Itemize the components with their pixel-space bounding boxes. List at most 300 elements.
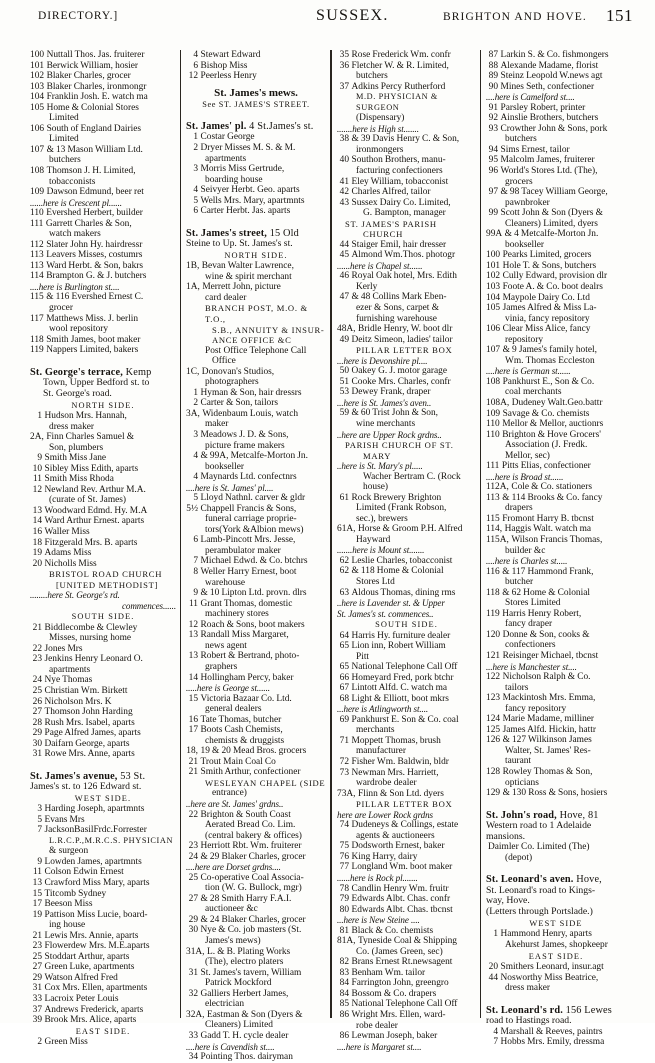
entry-number: 76 [339, 851, 349, 862]
entry-number: 6 [193, 535, 198, 546]
cross-street-note: .....here is George st...... [186, 683, 270, 694]
street-side-heading: SOUTH SIDE. [375, 620, 438, 630]
entry-number: 14 [188, 672, 198, 683]
entry-text: Longland Wm. boot maker [351, 862, 453, 873]
street-name: St. John's road, [486, 809, 557, 821]
entry-number: 65 [339, 662, 349, 673]
entry-number: 39 [32, 1015, 42, 1026]
entry-number: 101 [486, 260, 501, 271]
entry-continuation: Aerated Bread Co. Lim. [205, 820, 296, 831]
directory-entry [486, 377, 626, 388]
cross-street-note: ......here is Chapel st...... [337, 260, 423, 271]
entry-number: 73A, [337, 788, 356, 799]
entry-continuation: photographers [205, 377, 259, 388]
entry-text: Alexande Madame, florist [500, 60, 599, 71]
directory-entry [30, 686, 176, 697]
entry-continuation: fancy draper [505, 619, 553, 630]
directory-entry [186, 715, 326, 726]
directory-entry [486, 482, 626, 493]
directory-entry [337, 926, 476, 937]
entry-number: 78 [339, 883, 349, 894]
entry-continuation: builder &c [505, 545, 546, 556]
directory-entry [30, 314, 176, 325]
entry-number: 120 [486, 629, 501, 640]
entry-text: Marie Madame, milliner [502, 714, 595, 725]
directory-entry [30, 506, 176, 517]
entry-text: & 4 Metcalfe-Morton Jn. [504, 229, 599, 240]
entry-text: Royal Oak hotel, Mrs. Edith [351, 271, 457, 282]
entry-continuation: ironmongers [356, 144, 404, 155]
entry-text: Nappers Limited, bakers [46, 345, 139, 356]
entry-continuation: tailors [505, 682, 529, 693]
entry-text: Scott John & Son (Dyers & [500, 208, 603, 219]
directory-entry [337, 852, 476, 863]
street-side-heading: WEST SIDE. [74, 793, 132, 803]
entry-number: 113 [486, 492, 500, 503]
entry-text: Jones Mrs [44, 643, 83, 654]
entry-number: 19 [32, 548, 42, 559]
entry-text: Evershed Herbert, builder [46, 208, 143, 219]
entry-number: 5½ [186, 503, 198, 514]
entry-text: Fitzgerald Mrs. B. aparts [44, 537, 138, 548]
entry-text: & 24 Blaker Charles, grocer [200, 914, 306, 925]
entry-text: Southon Brothers, manu- [351, 155, 446, 166]
directory-entry [30, 728, 176, 739]
entry-text: Waller Miss [44, 526, 90, 537]
entry-number: 37 [339, 81, 349, 92]
entry-continuation: house) [363, 482, 388, 493]
entry-text: Newman Mrs. Harriett, [351, 767, 439, 778]
entry-continuation: (The), electro platers [205, 957, 284, 968]
entry-continuation: bookseller [505, 239, 545, 250]
directory-entry [30, 952, 176, 963]
directory-entry [337, 884, 476, 895]
entry-continuation: pawnbroker [505, 197, 550, 208]
entry-number: 90 [488, 81, 498, 92]
entry-text: Nicholls Miss [44, 558, 97, 569]
running-head-county: SUSSEX. [316, 7, 389, 24]
directory-entry [337, 50, 476, 61]
cross-street-note: .......here is Mount st....... [337, 545, 425, 556]
directory-entry [486, 398, 626, 409]
street-range: Kemp [122, 366, 152, 378]
entry-text: Merrett John, picture [202, 282, 281, 293]
page-number: 151 [606, 6, 633, 25]
entry-text: Stoddart Arthur, aparts [44, 951, 130, 962]
entry-text: & 116 Evershed Ernest C. [46, 292, 144, 303]
entry-continuation: Office [212, 356, 236, 367]
directory-entry [30, 453, 176, 464]
entry-continuation: grocer [49, 303, 73, 314]
directory-entry [30, 71, 176, 82]
entry-number: 72 [339, 757, 349, 768]
entry-text: Widenbaum Louis, watch [202, 408, 299, 419]
entry-continuation: card dealer [205, 292, 247, 303]
entry-text: Titcomb Sydney [44, 888, 107, 899]
entry-number: 51 [339, 376, 349, 387]
directory-entry [337, 134, 476, 145]
entry-text: Cooke Mrs. Charles, confr [351, 376, 451, 387]
entry-number: 40 [339, 155, 349, 166]
entry-continuation: Pitt [356, 651, 370, 662]
directory-entry [186, 472, 326, 483]
street-range: 156 Lewes [562, 1004, 612, 1016]
entry-text: Colson Edwin Ernest [44, 867, 124, 878]
entry-text: Rowe Mrs. Anne, aparts [44, 749, 135, 760]
entry-number: 8 [193, 567, 198, 578]
entry-continuation: confectioners [505, 640, 556, 651]
directory-entry [30, 485, 176, 496]
entry-text: Meadows J. D. & Sons, [200, 429, 289, 440]
directory-entry [337, 240, 476, 251]
street-side-heading: EAST SIDE. [528, 951, 584, 961]
entry-number: 3 [37, 804, 42, 815]
entry-text: Christian Wm. Birkett [44, 685, 128, 696]
directory-entry [186, 651, 326, 662]
entry-number: 5 [193, 493, 198, 504]
directory-entry [337, 968, 476, 979]
street-name: St. James's avenue, [30, 770, 118, 782]
entry-continuation: furnishing warehouse [356, 313, 437, 324]
institution-name: ST. JAMES'S PARISH [345, 218, 437, 229]
entry-text: Garrett Charles & Son, [45, 218, 132, 229]
directory-entry [186, 132, 326, 143]
entry-number: 7 [193, 556, 198, 567]
directory-entry [30, 857, 176, 868]
entry-number: 61A, [337, 524, 356, 535]
entry-number: 31 [32, 749, 42, 760]
entry-text: James Alfred & Miss La- [502, 303, 597, 314]
entry-text: & 114 Brooks & Co. fancy [502, 492, 603, 503]
institution-name-continuation: ANCE OFFICE &C [212, 335, 292, 346]
directory-entry [486, 261, 626, 272]
entry-text: Ainslie Brothers, butchers [500, 113, 599, 124]
institution-name: PARISH CHURCH OF ST. [345, 440, 454, 450]
entry-number: 81A, [337, 936, 356, 947]
directory-entry [186, 388, 326, 399]
entry-text: Flowerdew Mrs. M.E.aparts [44, 941, 150, 952]
entry-text: Rowley Thomas & Son, [502, 766, 593, 777]
directory-entry [186, 61, 326, 72]
directory-entry [337, 894, 476, 905]
entry-text: Smith James, boot maker [46, 334, 141, 345]
entry-text: Michael Edwd. & Co. btchrs [200, 556, 308, 567]
directory-entry [486, 514, 626, 525]
entry-number: 95 [488, 155, 498, 166]
street-heading-continuation: James's st. to 126 Edward st. [30, 780, 142, 792]
entry-number: 65 [339, 641, 349, 652]
col-4 [480, 50, 630, 1048]
cross-street-note: ..here are Upper Rock grdns.. [337, 429, 442, 440]
entry-text: Andrews Frederick, aparts [44, 1004, 144, 1015]
entry-number: 59 [339, 408, 349, 419]
entry-text: St. James's tavern, William [200, 967, 302, 978]
entry-number: 122 [486, 672, 501, 683]
entry-text: Slater John Hy. hairdressr [46, 239, 143, 250]
directory-entry [486, 430, 626, 441]
entry-number: 30 [188, 925, 198, 936]
section-gap [186, 217, 326, 222]
directory-entry [30, 815, 176, 826]
entry-text: Horse & Groom P.H. Alfred [358, 524, 463, 535]
street-heading-continuation: mansions. [486, 830, 526, 842]
entry-number: 23 [32, 941, 42, 952]
entry-text: Marshall & Reeves, paintrs [500, 1026, 603, 1037]
entry-number: 7 [493, 1037, 498, 1048]
entry-number: 108 [486, 376, 501, 387]
entry-text: Reisinger Michael, tbcnst [502, 650, 599, 661]
entry-continuation: auctioneer &c [205, 904, 258, 915]
directory-entry [30, 623, 176, 634]
directory-entry [486, 535, 626, 546]
entry-text: Tate Thomas, butcher [200, 714, 282, 725]
entry-text: Sims Ernest, tailor [500, 144, 570, 155]
entry-continuation: chemists & druggists [205, 735, 285, 746]
directory-entry [30, 675, 176, 686]
entry-text: Oakey G. J. motor garage [351, 366, 448, 377]
cross-street-note: ...here is Atlingworth st.... [337, 704, 429, 715]
directory-entry [186, 50, 326, 61]
entry-continuation: Co. (James Green, sec) [356, 946, 443, 957]
entry-number: 107 [30, 144, 45, 155]
entry-number: 79 [339, 894, 349, 905]
entry-number: 100 [486, 250, 501, 261]
entry-number: 3A, [186, 408, 200, 419]
street-heading-continuation: Town, Upper Bedford st. to [43, 376, 150, 388]
entry-number: 25 [188, 872, 198, 883]
directory-entry [30, 1005, 176, 1016]
entry-text: Roach & Sons, boot makers [200, 619, 305, 630]
directory-entry: Daimler Co. Limited (The) [488, 842, 590, 853]
entry-number: 37 [32, 1004, 42, 1015]
entry-text: Lowden James, apartmnts [44, 856, 142, 867]
entry-number: 115 [486, 513, 500, 524]
entry-number: 113 [30, 260, 44, 271]
entry-number: 31 [188, 967, 198, 978]
entry-text: & 29 Blaker Charles, grocer [200, 851, 306, 862]
entry-number: 87 [488, 50, 498, 60]
entry-text: James Alfd. Hickin, hattr [502, 724, 596, 735]
entry-continuation: Post Office Telephone Call [205, 345, 307, 356]
entry-continuation-caps: M.D. PHYSICIAN & SURGEON [356, 92, 438, 112]
entry-number: 108 [30, 166, 45, 177]
directory-entry [186, 599, 326, 610]
entry-text: Mackintosh Mrs. Emma, [502, 693, 596, 704]
entry-continuation: butchers [356, 71, 388, 82]
entry-text: Green Luke, apartments [44, 962, 135, 973]
directory-entry [30, 931, 176, 942]
entry-continuation: Misses, nursing home [49, 633, 132, 644]
entry-number: 50 [339, 366, 349, 377]
street-side-heading: SOUTH SIDE. [71, 612, 135, 622]
entry-text: Sibley Miss Edith, aparts [44, 463, 139, 474]
entry-text: Smith Miss Jane [44, 453, 107, 464]
entry-number: 27 [188, 893, 198, 904]
entry-number: 13 [32, 878, 42, 889]
entry-number: 103 [30, 81, 45, 92]
directory-entry [30, 983, 176, 994]
entry-text: Mines Seth, confectioner [500, 81, 595, 92]
entry-number: 115A, [486, 535, 509, 546]
directory-entry [337, 588, 476, 599]
directory-entry [30, 250, 176, 261]
directory-entry [30, 739, 176, 750]
cross-street-note: ....here is Broad st...... [486, 471, 564, 482]
street-heading-continuation: way, Hove. [486, 895, 530, 907]
entry-text: Rock Brewery Brighton [351, 492, 442, 503]
entry-text: Smith Arthur, confectioner [200, 767, 301, 778]
entry-continuation: fancy repository [505, 703, 567, 714]
entry-number: 6 [193, 60, 198, 71]
entry-number: 82 [339, 957, 349, 968]
entry-number: 62 [339, 555, 349, 566]
entry-number: 44 [339, 239, 349, 250]
directory-entry [30, 187, 176, 198]
cross-street-note: ....here is St. James' pl.... [186, 482, 274, 493]
entry-number: 4 [193, 472, 198, 483]
directory-entry [30, 82, 176, 93]
directory-entry [186, 567, 326, 578]
directory-entry [186, 841, 326, 852]
entry-number: 27 [32, 707, 42, 718]
entry-continuation: Wacher Bertram C. (Rock [363, 471, 461, 482]
entry-number: 43 [339, 197, 349, 208]
entry-number: 13 [32, 505, 42, 516]
entry-continuation: grocers [505, 176, 533, 187]
directory-entry [186, 71, 326, 82]
col-2 [180, 50, 330, 1062]
directory-entry [30, 973, 176, 984]
institution-name-continuation: [UNITED METHODIST] [56, 579, 159, 590]
entry-continuation: news agent [205, 640, 247, 651]
entry-number: 53 [339, 387, 349, 398]
entry-number: 9 [193, 588, 198, 599]
entry-text: Edwards Albt. Chas. tbcnst [351, 904, 453, 915]
entry-number: 42 [339, 187, 349, 198]
directory-entry [486, 82, 626, 93]
entry-number: 66 [339, 672, 349, 683]
entry-text: Thomson J. H. Limited, [46, 166, 136, 177]
directory-entry [30, 1015, 176, 1026]
entry-text: Malcolm James, fruiterer [500, 155, 595, 166]
entry-text: Nicholson Mrs. K [44, 696, 112, 707]
directory-entry [337, 366, 476, 377]
entry-number: 22 [188, 809, 198, 820]
entry-continuation: (central bakery & offices) [205, 830, 302, 841]
street-side-heading: NORTH SIDE. [224, 250, 288, 260]
entry-number: 24 [32, 675, 42, 686]
directory-entry [30, 654, 176, 665]
col-1 [30, 50, 180, 1048]
entry-number: 15 [188, 693, 198, 704]
entry-number: 35 [339, 50, 349, 60]
entry-text: Finn Charles Samuel & [46, 432, 134, 443]
directory-entry [337, 324, 476, 335]
entry-number: 114 [30, 271, 44, 282]
entry-continuation: tobacconists [49, 176, 96, 187]
institution-name: BRANCH POST, M.O. & T.O., [205, 303, 308, 324]
directory-entry [486, 166, 626, 177]
entry-number: 83 [339, 967, 349, 978]
entry-text: King Harry, dairy [351, 851, 418, 862]
entry-number: 96 [488, 165, 498, 176]
directory-entry [30, 92, 176, 103]
entry-text: Pointing Thos. dairyman [200, 1052, 293, 1062]
directory-entry [30, 271, 176, 282]
street-name: St. Leonard's rd. [486, 1004, 563, 1016]
entry-text: & 130 Ross & Sons, hosiers [502, 788, 608, 799]
entry-number: 6 [193, 206, 198, 217]
directory-entry [30, 825, 176, 836]
directory-entry [337, 715, 476, 726]
directory-entry [30, 411, 176, 422]
cross-reference: See ST. JAMES'S STREET. [202, 99, 310, 109]
directory-entry [486, 324, 626, 335]
directory-entry [186, 451, 326, 462]
entry-continuation: funeral carriage proprie- [205, 514, 297, 525]
entry-number: 1 [193, 132, 198, 143]
institution-name-continuation: S.B., ANNUITY & INSUR- [212, 324, 325, 335]
entry-number: 19 [32, 909, 42, 920]
entry-number: 9 [37, 856, 42, 867]
directory-entry [337, 662, 476, 673]
entry-number: 30 [32, 738, 42, 749]
entry-text: Ward Herbt. & Son, bakrs [46, 260, 144, 271]
street-heading-continuation: Western road to 1 Adelaide [486, 819, 592, 831]
entry-number: 20 [32, 558, 42, 569]
entry-number: 2A, [30, 432, 44, 443]
entry-text: Maypole Dairy Co. Ltd [502, 292, 590, 303]
directory-entry [30, 718, 176, 729]
cross-street-note: ..here is St. Mary's pl..... [337, 461, 423, 472]
entry-text: Evans Mrs [44, 814, 85, 825]
entry-text: Carter & Son, tailors [200, 398, 279, 409]
entry-number: 129 [486, 788, 501, 799]
entry-number: 13 [188, 630, 198, 641]
directory-entry [30, 910, 176, 921]
entry-continuation: opticians [505, 777, 539, 788]
entry-text: Nosworthy Miss Beatrice, [500, 972, 599, 983]
entry-text: Larkin S. & Co. fishmongers [500, 50, 609, 60]
entry-text: Fletcher W. & R. Limited, [351, 60, 449, 71]
directory-entry [486, 1027, 626, 1038]
directory-entry [186, 630, 326, 641]
directory-entry [30, 878, 176, 889]
entry-number: 16 [32, 526, 42, 537]
street-heading-continuation: Steine to Up. St. James's st. [186, 238, 293, 250]
entry-text: Green Miss [44, 1037, 88, 1048]
entry-continuation: Mellor, sec) [505, 450, 550, 461]
directory-entry [486, 208, 626, 219]
directory-entry [337, 736, 476, 747]
entry-number: 27 [32, 962, 42, 973]
cross-street-note: St. James's st. commences.. [337, 608, 434, 619]
entry-number: 121 [486, 650, 501, 661]
directory-entry [486, 1037, 626, 1048]
entry-number: 111 [30, 218, 44, 229]
entry-text: Morris Miss Gertrude, [200, 164, 285, 175]
entry-number: 23 [188, 841, 198, 852]
entry-continuation: manufacturer [356, 746, 406, 757]
entry-continuation: wool repository [49, 324, 109, 335]
directory-entry [486, 187, 626, 198]
directory-entry [186, 673, 326, 684]
entry-continuation: warehouse [205, 577, 246, 588]
directory-entry [337, 566, 476, 577]
entry-text: Lacroix Peter Louis [44, 994, 119, 1005]
entry-number: 4 [493, 1026, 498, 1037]
street-heading: St. James's mews. [214, 86, 298, 99]
